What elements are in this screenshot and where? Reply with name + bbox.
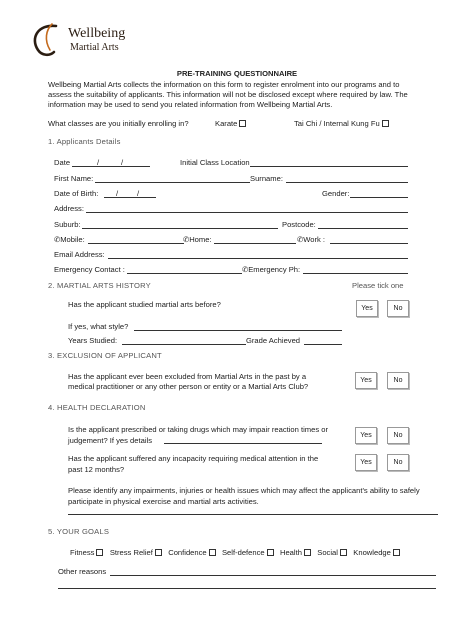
- s3-q1-yes[interactable]: Yes: [355, 372, 377, 389]
- phone-icon: ✆: [54, 235, 61, 244]
- goal-fitness-label: Fitness: [70, 548, 95, 557]
- goal-stress-relief[interactable]: [110, 548, 162, 557]
- address-field[interactable]: [86, 212, 408, 213]
- s4-q1-line1: Is the applicant prescribed or taking drugs which may impair reaction times or: [68, 425, 328, 434]
- goal-health-checkbox[interactable]: [304, 549, 311, 556]
- section-1-title: 1. Applicants Details: [48, 137, 121, 146]
- grade-field[interactable]: [304, 344, 342, 345]
- goal-confidence-label: Confidence: [168, 548, 207, 557]
- section-5-title: 5. YOUR GOALS: [48, 527, 110, 536]
- goal-health-label: Health: [279, 548, 302, 557]
- grade-label: Grade Achieved: [246, 336, 301, 345]
- section-3-title: 3. EXCLUSION OF APPLICANT: [48, 351, 162, 360]
- emergency-contact-field[interactable]: [127, 273, 242, 274]
- s2-q1-no[interactable]: No: [387, 300, 409, 317]
- years-label: Years Studied:: [68, 336, 118, 345]
- s4-q2-line1: Has the applicant suffered any incapacity requiring medical attention in the: [68, 454, 319, 463]
- goals-row: [70, 548, 400, 558]
- intro-line-1: Wellbeing Martial Arts collects the information on this form to register enrolment into our programs and to: [48, 80, 400, 89]
- phone-icon: ✆: [242, 265, 249, 274]
- date-slash-1: /: [97, 158, 100, 167]
- work-field[interactable]: [330, 243, 408, 244]
- first-name-field[interactable]: [95, 182, 250, 183]
- dob-label: Date of Birth:: [54, 189, 99, 198]
- goal-social-label: Social: [317, 548, 338, 557]
- goal-knowledge[interactable]: [353, 548, 400, 557]
- taichi-option[interactable]: [294, 119, 389, 129]
- emergency-contact-label: Emergency Contact :: [54, 265, 125, 274]
- mobile-label: Mobile:: [60, 235, 85, 244]
- taichi-label: Tai Chi / Internal Kung Fu: [294, 119, 380, 128]
- goal-confidence-checkbox[interactable]: [209, 549, 216, 556]
- goal-fitness-checkbox[interactable]: [96, 549, 103, 556]
- section-4-title: 4. HEALTH DECLARATION: [48, 403, 146, 412]
- mobile-row: [54, 235, 85, 245]
- goal-knowledge-label: Knowledge: [353, 548, 391, 557]
- goal-confidence[interactable]: [168, 548, 215, 557]
- mobile-field[interactable]: [88, 243, 184, 244]
- logo-text-line2: Martial Arts: [70, 42, 119, 53]
- s4-q3-line2: participate in physical exercise and martial arts activities.: [68, 497, 259, 506]
- please-tick-label: Please tick one: [352, 281, 404, 290]
- goal-health[interactable]: [280, 548, 311, 557]
- goal-fitness[interactable]: [70, 548, 103, 557]
- s4-q1-no[interactable]: No: [387, 427, 409, 444]
- date-slash-2: /: [121, 158, 124, 167]
- karate-option[interactable]: [215, 119, 246, 129]
- home-label: Home:: [189, 235, 212, 244]
- style-field[interactable]: [134, 330, 342, 331]
- s2-q2: If yes, what style?: [68, 322, 129, 331]
- dob-slash-2: /: [137, 189, 140, 198]
- postcode-label: Postcode:: [282, 220, 316, 229]
- s4-q2-line2: past 12 months?: [68, 465, 125, 474]
- goal-social-checkbox[interactable]: [340, 549, 347, 556]
- date-label: Date: [54, 158, 71, 167]
- years-field[interactable]: [122, 344, 246, 345]
- initial-location-label: Initial Class Location: [180, 158, 250, 167]
- date-field[interactable]: [72, 166, 150, 167]
- section-2-title: 2. MARTIAL ARTS HISTORY: [48, 281, 151, 290]
- s4-q3-line1: Please identify any impairments, injuries or health issues which may affect the applicant's ability to safely: [68, 486, 420, 495]
- postcode-field[interactable]: [318, 228, 408, 229]
- emergency-ph-label: Emergency Ph:: [248, 265, 301, 274]
- home-row: [183, 235, 212, 245]
- karate-label: Karate: [215, 119, 238, 128]
- s4-q2-yes[interactable]: Yes: [355, 454, 377, 471]
- s3-q1-line2: medical practitioner or any other person or entity or a Martial Arts Club?: [68, 382, 309, 391]
- impairments-field[interactable]: [68, 514, 438, 515]
- suburb-field[interactable]: [82, 228, 278, 229]
- address-label: Address:: [54, 204, 84, 213]
- first-name-label: First Name:: [54, 174, 94, 183]
- phone-icon: ✆: [183, 235, 190, 244]
- home-field[interactable]: [214, 243, 296, 244]
- goal-self-defence-label: Self-defence: [221, 548, 265, 557]
- goal-self-defence-checkbox[interactable]: [267, 549, 274, 556]
- gender-field[interactable]: [350, 197, 408, 198]
- taichi-checkbox[interactable]: [382, 120, 389, 127]
- drugs-details-field[interactable]: [164, 443, 322, 444]
- page-title: PRE-TRAINING QUESTIONNAIRE: [176, 69, 298, 78]
- other-reasons-field-2[interactable]: [58, 588, 436, 589]
- goal-knowledge-checkbox[interactable]: [393, 549, 400, 556]
- emergency-ph-field[interactable]: [303, 273, 408, 274]
- logo: [28, 20, 148, 62]
- gender-label: Gender:: [322, 189, 350, 198]
- intro-line-2: assess the suitability of applicants. This information will not be disclosed except where required by law. The: [48, 90, 408, 99]
- s3-q1-no[interactable]: No: [387, 372, 409, 389]
- classes-question: What classes are you initially enrolling in?: [48, 119, 189, 128]
- logo-swoosh-icon: [28, 20, 68, 60]
- goal-stress-relief-checkbox[interactable]: [155, 549, 162, 556]
- other-reasons-label: Other reasons: [58, 567, 107, 576]
- dob-field[interactable]: [104, 197, 156, 198]
- s2-q1: Has the applicant studied martial arts before?: [68, 300, 221, 309]
- s4-q1-line2: judgement? If yes details: [68, 436, 153, 445]
- intro-line-3: information may be used to send you related information from Wellbeing Martial Arts.: [48, 100, 333, 109]
- karate-checkbox[interactable]: [239, 120, 246, 127]
- goal-social[interactable]: [317, 548, 347, 557]
- goal-stress-relief-label: Stress Relief: [109, 548, 153, 557]
- initial-location-field[interactable]: [250, 166, 408, 167]
- surname-label: Surname:: [250, 174, 283, 183]
- surname-field[interactable]: [286, 182, 408, 183]
- work-row: [297, 235, 325, 245]
- goal-self-defence[interactable]: [222, 548, 274, 557]
- suburb-label: Suburb:: [54, 220, 81, 229]
- logo-text-line1: Wellbeing: [68, 26, 126, 41]
- email-field[interactable]: [108, 258, 408, 259]
- s4-q2-no[interactable]: No: [387, 454, 409, 471]
- s2-q1-yes[interactable]: Yes: [356, 300, 378, 317]
- phone-icon: ✆: [297, 235, 304, 244]
- s4-q1-yes[interactable]: Yes: [355, 427, 377, 444]
- s3-q1-line1: Has the applicant ever been excluded from Martial Arts in the past by a: [68, 372, 307, 381]
- dob-slash-1: /: [116, 189, 119, 198]
- emergency-ph-row: [242, 265, 300, 275]
- work-label: Work :: [303, 235, 326, 244]
- email-label: Email Address:: [54, 250, 105, 259]
- other-reasons-field[interactable]: [110, 575, 436, 576]
